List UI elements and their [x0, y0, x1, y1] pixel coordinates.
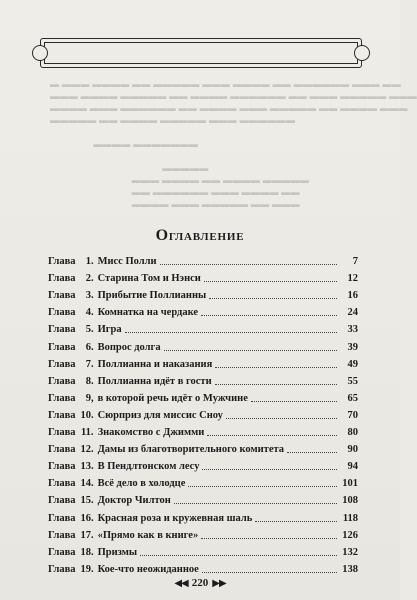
toc-entry-title: Игра	[97, 324, 122, 336]
ornamental-frame-icon	[40, 38, 362, 68]
frame-left-curl-icon	[32, 45, 48, 61]
toc-entry-title: «Прямо как в книге»	[97, 529, 199, 541]
toc-entry-label: Глава	[48, 324, 76, 336]
toc-entry	[48, 405, 358, 422]
toc-entry-page: 126	[342, 529, 358, 541]
toc-entry	[48, 285, 358, 302]
toc-entry	[48, 422, 358, 439]
toc-entry-label: Глава	[48, 375, 76, 387]
toc-leader-dots	[287, 452, 337, 453]
toc-entry-title: Доктор Чилтон	[97, 495, 171, 507]
toc-entry-number: 4.	[85, 307, 94, 319]
toc-entry-label: Глава	[48, 392, 76, 404]
toc-entry-page: 138	[342, 563, 358, 575]
toc-entry-label: Глава	[48, 512, 76, 524]
toc-entry-number: 8.	[85, 375, 94, 387]
toc-entry-number: 19.	[80, 563, 94, 575]
toc-entry-number: 16.	[80, 512, 94, 524]
toc-entry	[48, 456, 358, 473]
toc-leader-dots	[202, 469, 337, 470]
table-of-contents	[48, 251, 358, 576]
toc-entry-number: 9,	[85, 392, 94, 404]
toc-leader-dots	[215, 367, 337, 368]
toc-entry-label: Глава	[48, 307, 76, 319]
toc-entry-label: Глава	[48, 563, 76, 575]
toc-entry-title: В Пендлтонском лесу	[97, 461, 200, 473]
toc-entry-title: Прибытие Поллианны	[97, 290, 207, 302]
toc-entry-title: Старина Том и Нэнси	[97, 273, 201, 285]
toc-entry-title: Поллианна идёт в гости	[97, 375, 212, 387]
toc-entry-label: Глава	[48, 409, 76, 421]
toc-entry-label: Глава	[48, 478, 76, 490]
toc-entry-label: Глава	[48, 546, 76, 558]
toc-leader-dots	[125, 332, 337, 333]
toc-entry	[48, 336, 358, 353]
frame-right-curl-icon	[354, 45, 370, 61]
toc-entry-number: 2.	[85, 273, 94, 285]
toc-leader-dots	[164, 350, 337, 351]
toc-entry-title: Дамы из благотворительного комитета	[97, 444, 285, 456]
toc-entry-page: 49	[347, 358, 358, 370]
toc-entry	[48, 559, 358, 576]
toc-entry-title: Кое-что неожиданное	[97, 563, 199, 575]
toc-entry-number: 14.	[80, 478, 94, 490]
toc-entry	[48, 319, 358, 336]
toc-entry-title: Вопрос долга	[97, 341, 161, 353]
toc-entry-label: Глава	[48, 256, 76, 268]
toc-entry-number: 5.	[85, 324, 94, 336]
toc-entry	[48, 371, 358, 388]
toc-entry-label: Глава	[48, 341, 76, 353]
toc-entry-number: 3.	[85, 290, 94, 302]
toc-entry-number: 7.	[85, 358, 94, 370]
toc-entry-title: Сюрприз для миссис Сноу	[97, 409, 223, 421]
toc-entry-page: 55	[347, 375, 358, 387]
toc-entry-label: Глава	[48, 461, 76, 473]
toc-entry-number: 1.	[85, 256, 94, 268]
toc-entry-page: 39	[347, 341, 358, 353]
toc-entry	[48, 302, 358, 319]
page-footer	[0, 577, 400, 589]
toc-entry-number: 13.	[80, 461, 94, 473]
toc-leader-dots	[255, 521, 337, 522]
toc-entry-label: Глава	[48, 290, 76, 302]
toc-entry-number: 10.	[80, 409, 94, 421]
toc-entry-title: Всё дело в холодце	[97, 478, 186, 490]
toc-title: Оглавление	[155, 227, 245, 244]
toc-entry-page: 16	[347, 290, 358, 302]
toc-leader-dots	[202, 572, 337, 573]
toc-entry-number: 17.	[80, 529, 94, 541]
toc-leader-dots	[160, 264, 337, 265]
toc-entry-title: Комнатка на чердаке	[97, 307, 199, 319]
toc-entry-label: Глава	[48, 273, 76, 285]
toc-leader-dots	[188, 486, 337, 487]
toc-entry-page: 90	[347, 444, 358, 456]
toc-entry	[48, 268, 358, 285]
toc-entry-page: 94	[347, 461, 358, 473]
toc-entry	[48, 490, 358, 507]
toc-leader-dots	[207, 435, 337, 436]
toc-entry-number: 18.	[80, 546, 94, 558]
toc-entry-page: 7	[352, 256, 358, 268]
toc-entry-title: Призмы	[97, 546, 138, 558]
ornament-right-icon: ▶▶	[212, 577, 226, 589]
toc-entry-page: 108	[342, 495, 358, 507]
toc-entry	[48, 507, 358, 524]
toc-leader-dots	[204, 281, 337, 282]
toc-entry-number: 6.	[85, 341, 94, 353]
toc-leader-dots	[215, 384, 337, 385]
toc-entry-page: 80	[347, 427, 358, 439]
toc-entry-page: 24	[347, 307, 358, 319]
toc-leader-dots	[226, 418, 337, 419]
toc-entry-number: 12.	[80, 444, 94, 456]
toc-entry	[48, 354, 358, 371]
toc-entry-page: 132	[342, 546, 358, 558]
toc-entry-title: в которой речь идёт о Мужчине	[97, 392, 248, 404]
ornament-left-icon: ◀◀	[174, 577, 188, 589]
toc-leader-dots	[201, 315, 337, 316]
toc-entry-title: Знакомство с Джимми	[97, 427, 205, 439]
toc-entry	[48, 542, 358, 559]
toc-entry-page: 33	[347, 324, 358, 336]
toc-entry-label: Глава	[48, 529, 76, 541]
toc-entry-page: 70	[347, 409, 358, 421]
toc-entry-page: 118	[342, 512, 358, 524]
toc-entry-number: 15.	[80, 495, 94, 507]
frame-inner-border	[44, 42, 358, 64]
toc-entry	[48, 251, 358, 268]
toc-leader-dots	[140, 555, 337, 556]
page-number: 220	[191, 577, 209, 589]
toc-leader-dots	[251, 401, 337, 402]
toc-entry-label: Глава	[48, 427, 76, 439]
toc-entry-number: 11.	[81, 427, 94, 439]
toc-entry	[48, 439, 358, 456]
toc-entry-title: Поллианна и наказания	[97, 358, 213, 370]
toc-leader-dots	[174, 503, 337, 504]
toc-entry	[48, 525, 358, 542]
toc-entry-page: 12	[347, 273, 358, 285]
toc-entry-label: Глава	[48, 444, 76, 456]
toc-entry-page: 101	[342, 478, 358, 490]
toc-entry-title: Красная роза и кружевная шаль	[97, 512, 253, 524]
toc-leader-dots	[209, 298, 337, 299]
toc-entry-label: Глава	[48, 495, 76, 507]
toc-entry	[48, 473, 358, 490]
bleed-through-texture: ▬ ▬▬▬ ▬▬▬▬ ▬▬ ▬▬▬▬▬ ▬▬▬ ▬▬▬▬ ▬▬ ▬▬▬▬▬▬ ▬▬▬ ▬▬ ▬▬▬ ▬▬▬▬ ▬▬▬▬▬ ▬▬ ▬▬▬▬ ▬▬▬▬▬▬ ▬▬ ▬▬▬ ▬▬▬▬▬ ▬▬▬ ▬▬▬▬ ▬▬▬ ▬▬▬▬▬▬ ▬▬ ▬▬▬▬ ▬▬▬ ▬▬▬▬▬ ▬▬ ▬▬▬▬ ▬▬▬ ▬▬▬▬▬ ▬▬ ▬▬▬▬ ▬▬▬▬▬ ▬▬▬ ▬▬▬▬▬▬ ▬▬▬▬ ▬▬▬▬▬▬▬ ▬▬▬▬▬ ▬▬▬ ▬▬▬▬ ▬▬ ▬▬▬▬ ▬▬▬▬▬ ▬▬ ▬▬▬▬▬▬ ▬▬▬ ▬▬▬▬ ▬▬ ▬▬▬▬ ▬▬▬ ▬▬▬▬▬ ▬▬ ▬▬▬	[50, 79, 417, 209]
toc-entry-title: Мисс Полли	[97, 256, 157, 268]
toc-entry-label: Глава	[48, 358, 76, 370]
toc-leader-dots	[201, 538, 337, 539]
toc-entry-page: 65	[347, 392, 358, 404]
toc-entry	[48, 388, 358, 405]
